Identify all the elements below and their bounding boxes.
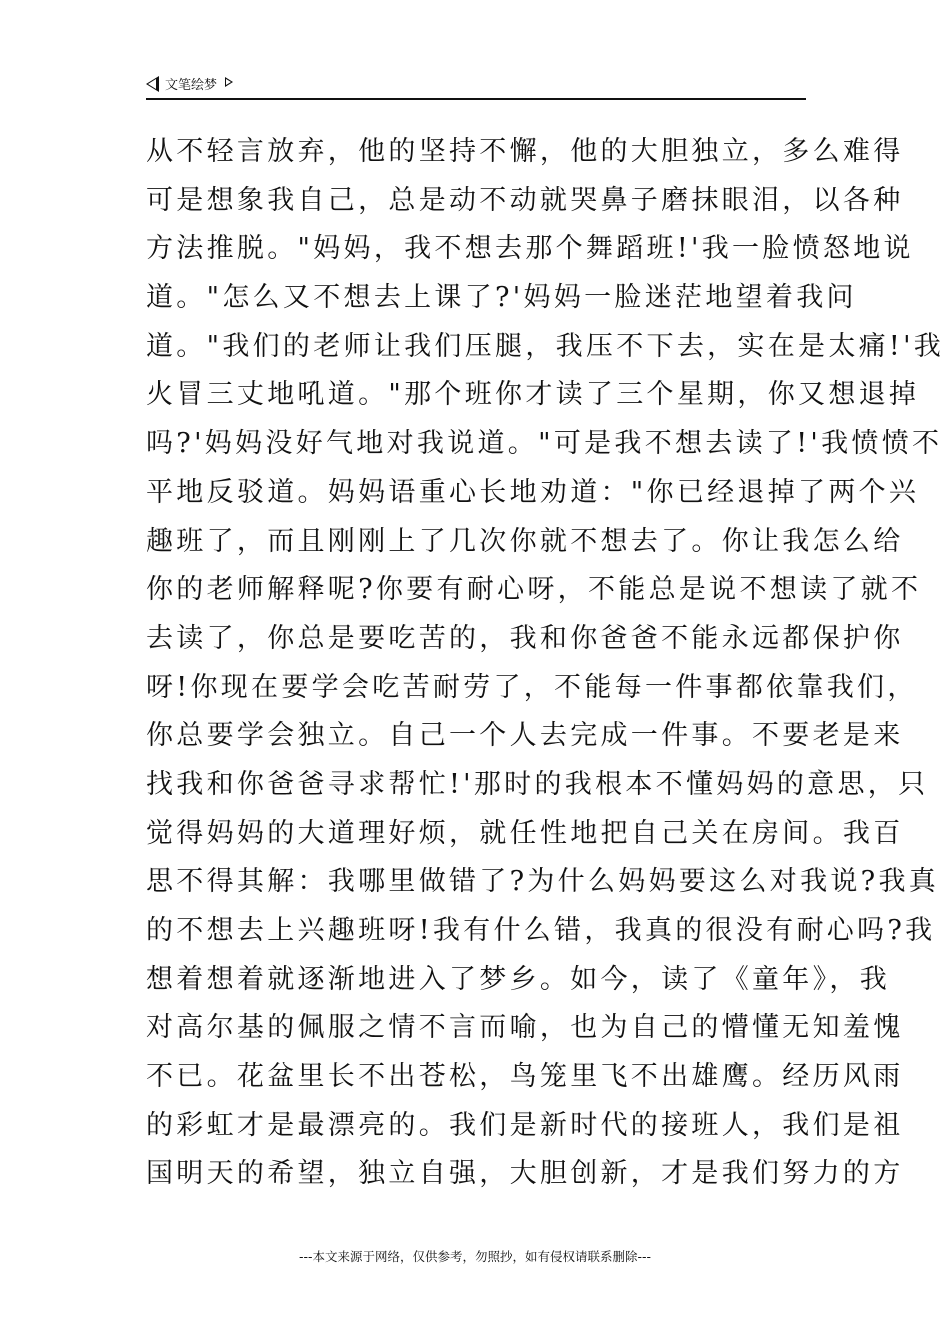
text-line: 不已。花盆里长不出苍松，鸟笼里飞不出雄鹰。经历风雨 [146,1061,904,1093]
text-line: 你总要学会独立。自己一个人去完成一件事。不要老是来 [146,720,904,752]
text-line: 可是想象我自己，总是动不动就哭鼻子磨抹眼泪，以各种 [146,184,904,216]
text-line: 的不想去上兴趣班呀!我有什么错，我真的很没有耐心吗?我 [146,915,936,946]
text-line: 你的老师解释呢?你要有耐心呀，不能总是说不想读了就不 [146,574,922,606]
text-line: 吗?'妈妈没好气地对我说道。"可是我不想去读了!'我愤愤不 [146,428,943,460]
text-line: 平地反驳道。妈妈语重心长地劝道："你已经退掉了两个兴 [146,476,920,508]
text-line: 火冒三丈地吼道。"那个班你才读了三个星期，你又想退掉 [146,379,920,411]
triangle-right-icon [225,77,233,87]
text-line: 想着想着就逐渐地进入了梦乡。如今，读了《童年》，我 [146,963,890,995]
text-line: 国明天的希望，独立自强，大胆创新，才是我们努力的方 [146,1158,904,1190]
article-body [146,128,945,1199]
text-line: 趣班了，而且刚刚上了几次你就不想去了。你让我怎么给 [146,525,904,557]
text-line: 的彩虹才是最漂亮的。我们是新时代的接班人，我们是祖 [146,1109,904,1141]
text-line: 道。"怎么又不想去上课了?'妈妈一脸迷茫地望着我问 [146,282,857,314]
text-line: 呀!你现在要学会吃苦耐劳了，不能每一件事都依靠我们， [146,671,918,703]
text-line: 找我和你爸爸寻求帮忙!'那时的我根本不懂妈妈的意思，只 [146,768,929,800]
page-header [146,72,806,100]
text-line: 方法推脱。"妈妈，我不想去那个舞蹈班!'我一脸愤怒地说 [146,233,914,265]
triangle-left-icon [146,76,159,92]
header-brand [146,74,233,93]
text-line: 思不得其解：我哪里做错了?为什么妈妈要这么对我说?我真 [146,866,940,898]
text-line: 从不轻言放弃，他的坚持不懈，他的大胆独立，多么难得 [146,136,904,167]
text-line: 觉得妈妈的大道理好烦，就任性地把自己关在房间。我百 [146,817,904,849]
text-line: 对高尔基的佩服之情不言而喻，也为自己的懵懂无知羞愧 [146,1012,904,1044]
text-line: 去读了，你总是要吃苦的，我和你爸爸不能永远都保护你 [146,622,904,654]
page-footer-disclaimer: ---本文来源于网络，仅供参考，勿照抄，如有侵权请联系删除--- [298,1249,652,1264]
header-title: 文笔绘梦 [165,78,218,93]
text-line: 道。"我们的老师让我们压腿，我压不下去，实在是太痛!'我 [146,330,945,362]
